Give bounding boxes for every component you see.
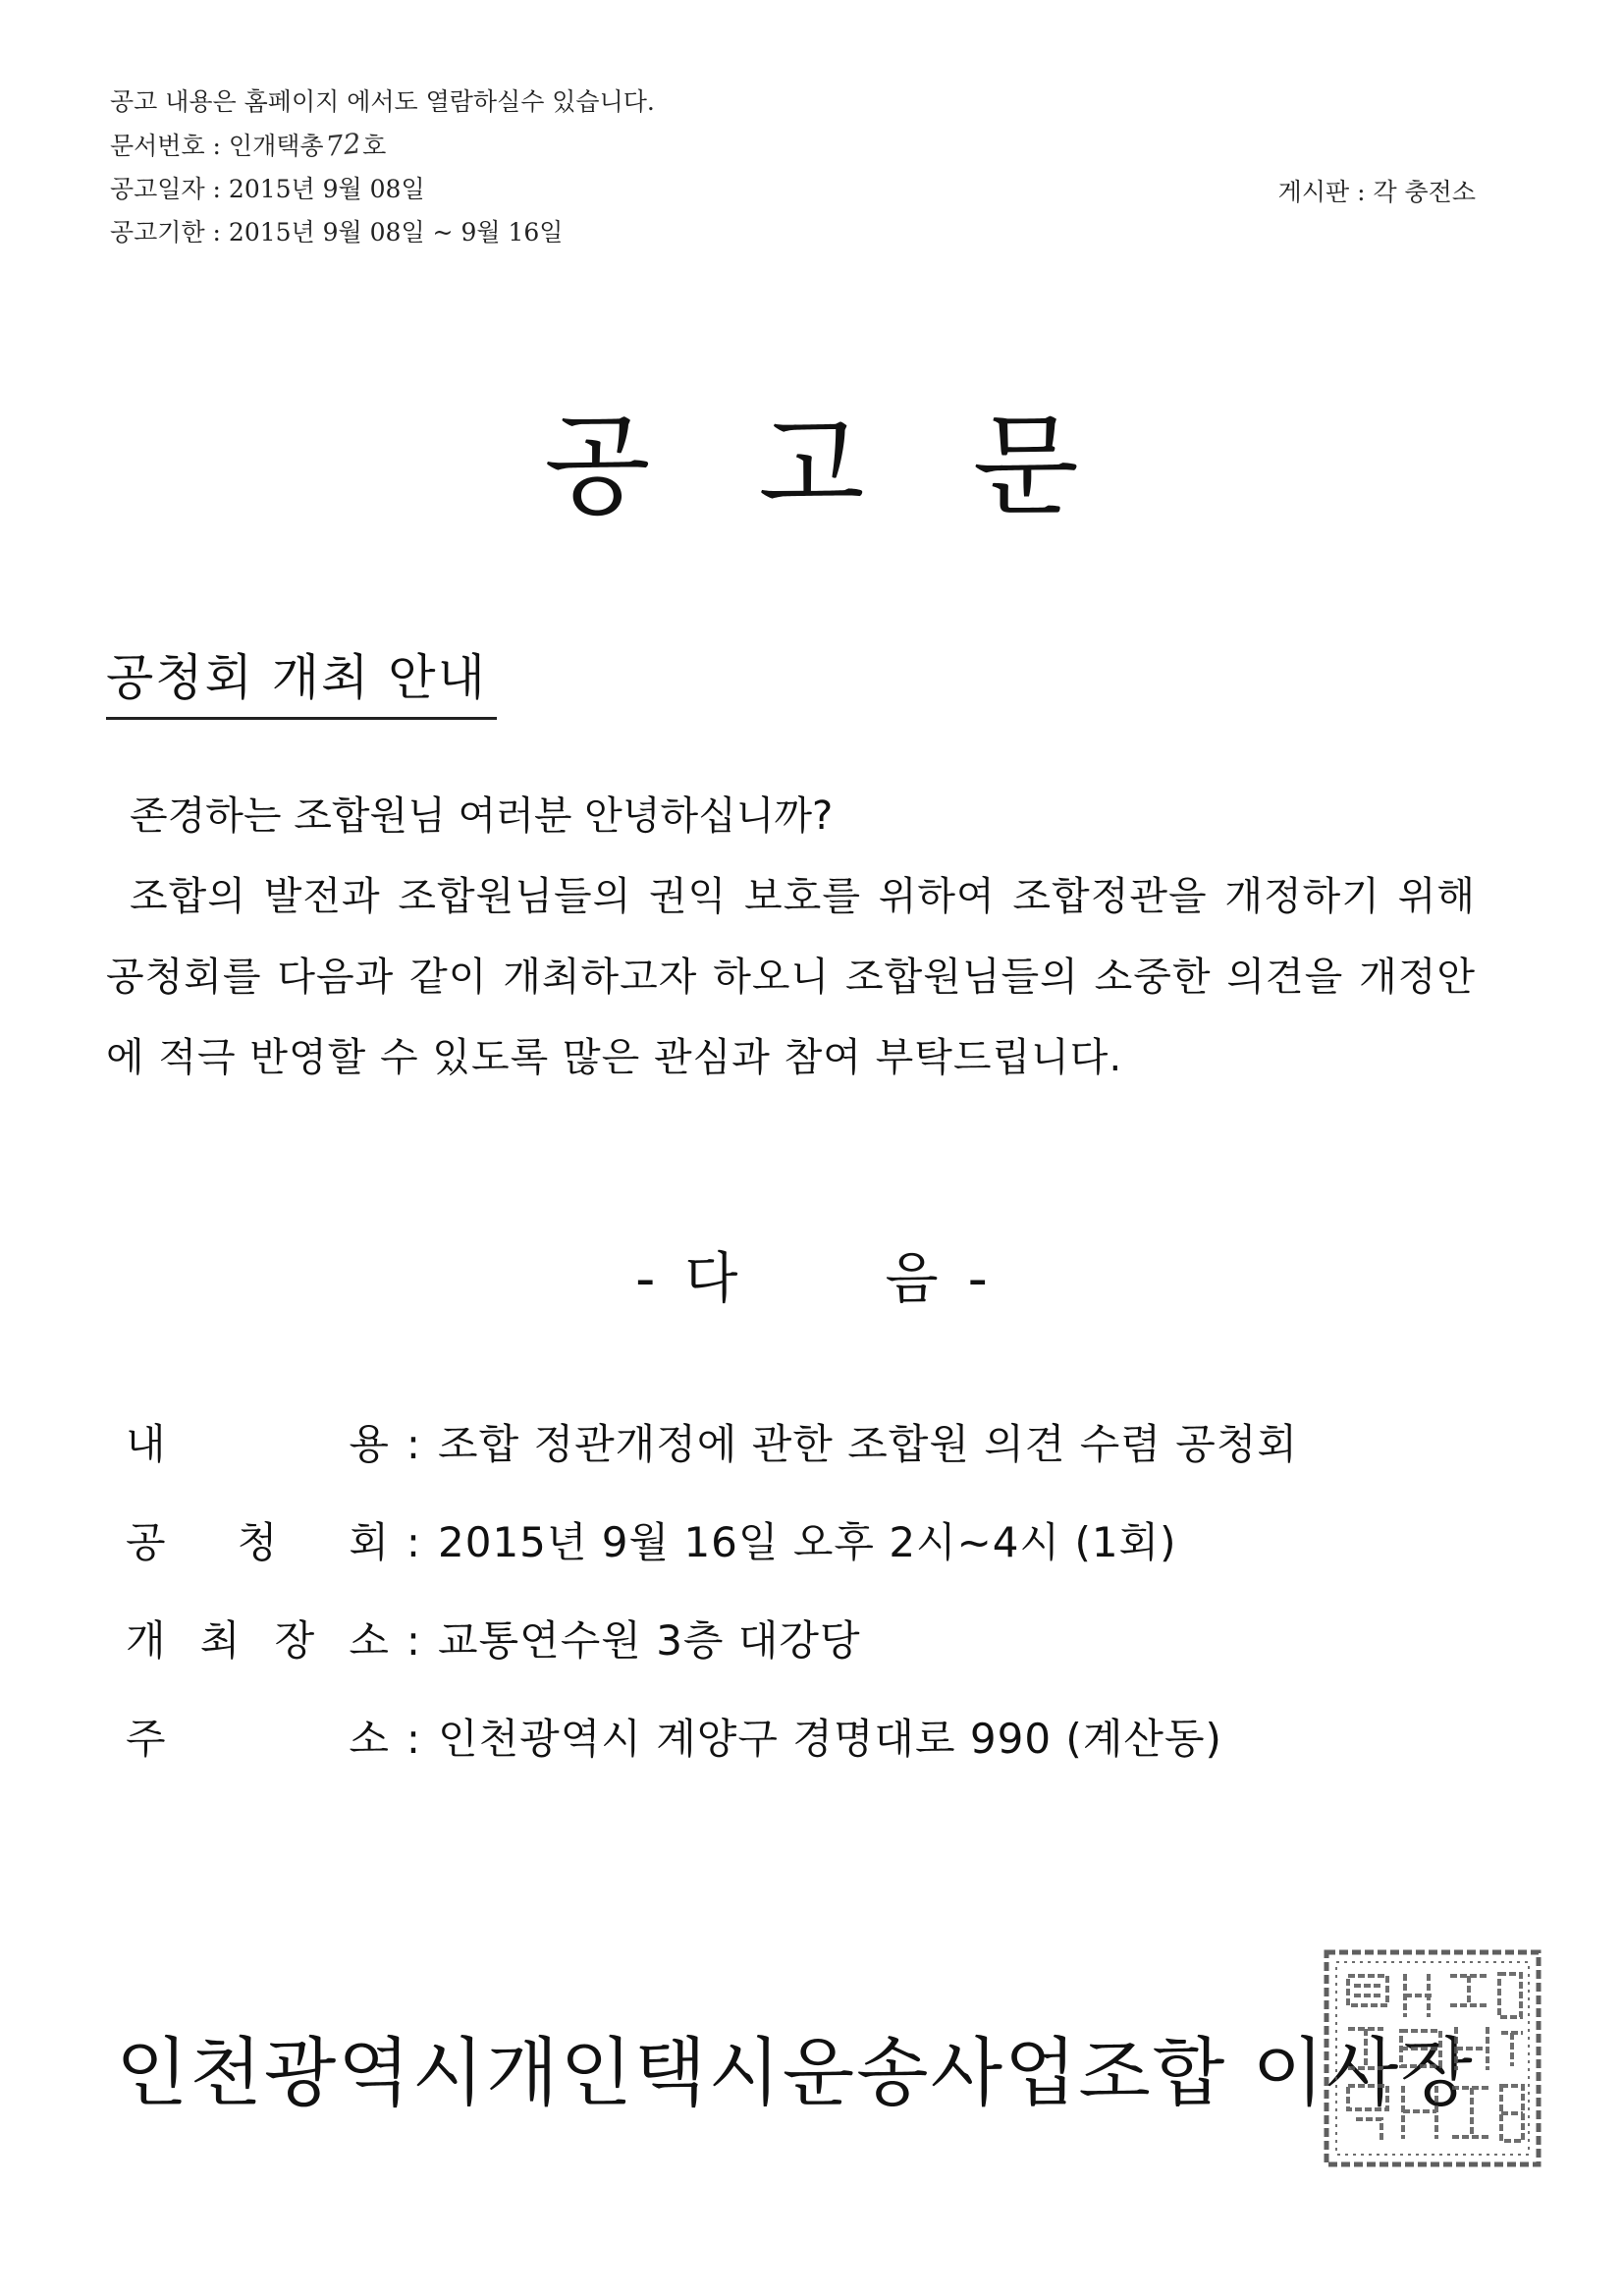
- label-char: 공: [126, 1518, 166, 1566]
- label-char: 용: [349, 1420, 389, 1468]
- label-char: 소: [349, 1715, 389, 1763]
- organization-signature: 인천광역시개인택시운송사업조합 이사장: [116, 2029, 1475, 2116]
- label-char: 주: [126, 1715, 166, 1763]
- heading-word-first: 다: [684, 1247, 738, 1311]
- notice-period: 공고기한 : 2015년 9월 08일 ~ 9월 16일: [110, 218, 564, 246]
- label-char: 회: [349, 1518, 389, 1566]
- document-number-suffix: 호: [362, 132, 387, 160]
- page-title: 공고문: [544, 403, 1187, 530]
- label-char: 소: [349, 1616, 389, 1665]
- detail-row-hearing: [126, 1510, 1298, 1609]
- document-number-handwritten: 72: [323, 127, 362, 163]
- detail-colon: :: [406, 1518, 421, 1566]
- details-list: [126, 1412, 1298, 1805]
- label-char: 개: [126, 1616, 166, 1665]
- heading-dash-left: -: [635, 1247, 656, 1311]
- label-char: 내: [126, 1420, 166, 1468]
- detail-row-venue: [126, 1609, 1298, 1707]
- section-subtitle: 공청회 개최 안내: [106, 638, 497, 720]
- next-heading: [0, 1235, 1623, 1314]
- document-header: [110, 81, 655, 254]
- detail-label-address: [126, 1707, 389, 1766]
- notice-date: 공고일자 : 2015년 9월 08일: [110, 175, 425, 203]
- document-number: [110, 124, 655, 168]
- detail-label-hearing: [126, 1510, 389, 1569]
- bulletin-board: 게시판 : 각 충전소: [1277, 178, 1476, 206]
- document-number-label: 문서번호 : 인개택총: [110, 132, 324, 160]
- detail-colon: :: [406, 1420, 421, 1468]
- heading-word-second: 음: [885, 1247, 939, 1311]
- detail-value-address: 인천광역시 계양구 경명대로 990 (계산동): [438, 1715, 1222, 1763]
- detail-colon: :: [406, 1616, 421, 1665]
- detail-value-content: 조합 정관개정에 관한 조합원 의견 수렴 공청회: [438, 1420, 1298, 1468]
- detail-row-content: [126, 1412, 1298, 1510]
- detail-label-content: [126, 1412, 389, 1471]
- heading-dash-right: -: [967, 1247, 988, 1311]
- label-char: 최: [199, 1616, 241, 1665]
- official-seal-icon: [1321, 1946, 1544, 2170]
- detail-value-venue: 교통연수원 3층 대강당: [438, 1616, 861, 1665]
- detail-colon: :: [406, 1715, 421, 1763]
- label-char: 장: [274, 1616, 315, 1665]
- body-text: [106, 776, 1476, 1098]
- detail-row-address: [126, 1707, 1298, 1805]
- homepage-notice: 공고 내용은 홈페이지 에서도 열람하실수 있습니다.: [110, 87, 655, 116]
- greeting: 존경하는 조합원님 여러분 안녕하십니까?: [130, 793, 834, 839]
- detail-value-hearing: 2015년 9월 16일 오후 2시~4시 (1회): [438, 1518, 1177, 1566]
- body-paragraph: 조합의 발전과 조합원님들의 권익 보호를 위하여 조합정관을 개정하기 위해 공청회를 다음과 같이 개최하고자 하오니 조합원님들의 소중한 의견을 개정안에 적극 반영할 수 있도록 많은 관심과 참여 부탁드립니다.: [106, 874, 1476, 1080]
- detail-label-venue: [126, 1609, 389, 1667]
- label-char: 청: [237, 1518, 278, 1566]
